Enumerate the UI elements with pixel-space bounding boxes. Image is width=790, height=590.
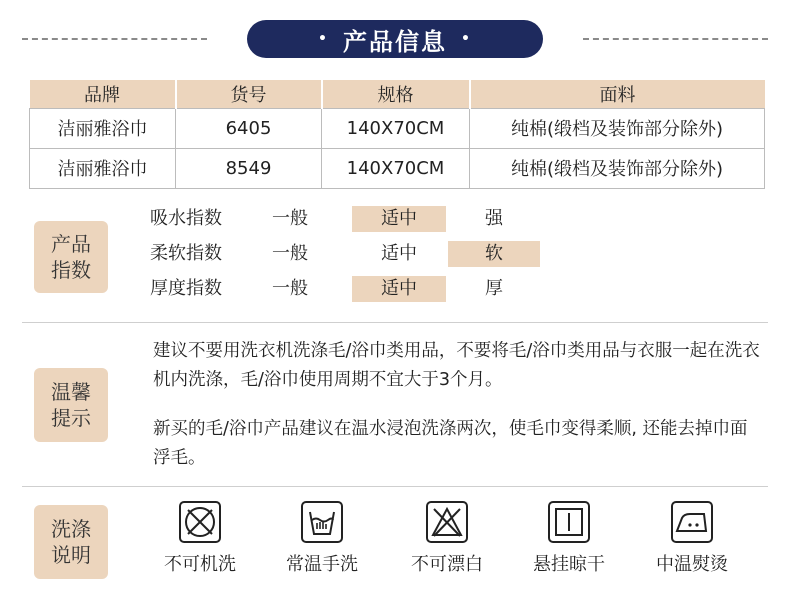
care-item-medium-iron — [642, 500, 742, 576]
section-label-tips: 温馨 提示 — [34, 368, 108, 442]
index-option: 厚 — [485, 278, 503, 299]
care-label: 不可漂白 — [411, 554, 483, 575]
care-label: 常温手洗 — [286, 554, 358, 575]
header-dash-right — [583, 38, 768, 40]
index-option: 一般 — [272, 278, 308, 299]
header-brand: 品牌 — [30, 80, 176, 108]
hand-wash-icon — [300, 500, 344, 544]
tip-paragraph-1: 建议不要用洗衣机洗涤毛/浴巾类用品，不要将毛/浴巾类用品与衣服一起在洗衣机内洗涤，毛/浴巾使用周期不宜大于3个月。 — [153, 341, 760, 390]
cell-brand: 洁丽雅浴巾 — [30, 108, 176, 148]
tip-paragraph-2: 新买的毛/浴巾产品建议在温水浸泡洗涤两次，使毛巾变得柔顺, 还能去掉巾面浮毛。 — [153, 419, 748, 468]
section-label-care: 洗涤 说明 — [34, 505, 108, 579]
header-fabric: 面料 — [470, 80, 765, 108]
care-label: 悬挂晾干 — [533, 554, 605, 575]
header-dash-left — [22, 38, 207, 40]
cell-fabric: 纯棉(缎档及装饰部分除外) — [470, 108, 765, 148]
cell-spec: 140X70CM — [322, 148, 470, 188]
header-item-no: 货号 — [176, 80, 322, 108]
index-option: 一般 — [272, 208, 308, 229]
care-label: 中温熨烫 — [656, 554, 728, 575]
index-option-selected: 软 — [448, 241, 540, 267]
care-item-hang-dry — [519, 500, 619, 576]
care-item-no-bleach — [397, 500, 497, 576]
index-option-selected: 适中 — [352, 276, 446, 302]
index-option-selected: 适中 — [352, 206, 446, 232]
section-divider — [22, 322, 768, 323]
cell-item-no: 8549 — [176, 148, 322, 188]
care-item-hand-wash — [272, 500, 372, 576]
cell-spec: 140X70CM — [322, 108, 470, 148]
header-spec: 规格 — [322, 80, 470, 108]
index-option: 一般 — [272, 243, 308, 264]
care-label: 不可机洗 — [164, 554, 236, 575]
title-dot-right: • — [461, 31, 472, 47]
index-option: 适中 — [381, 243, 417, 264]
medium-iron-icon — [670, 500, 714, 544]
section-label-index: 产品 指数 — [34, 221, 108, 293]
index-name: 厚度指数 — [150, 278, 222, 299]
index-name: 柔软指数 — [150, 243, 222, 264]
cell-brand: 洁丽雅浴巾 — [30, 148, 176, 188]
index-option: 强 — [485, 208, 503, 229]
product-table — [29, 80, 765, 189]
hang-dry-icon — [547, 500, 591, 544]
no-bleach-icon — [425, 500, 469, 544]
table-row — [30, 148, 765, 188]
index-name: 吸水指数 — [150, 208, 222, 229]
page-title — [247, 20, 543, 58]
page-title-text: 产品信息 — [343, 27, 447, 56]
care-item-no-machine-wash — [150, 500, 250, 576]
cell-fabric: 纯棉(缎档及装饰部分除外) — [470, 148, 765, 188]
no-machine-wash-icon — [178, 500, 222, 544]
cell-item-no: 6405 — [176, 108, 322, 148]
table-row — [30, 108, 765, 148]
title-dot-left: • — [318, 31, 329, 47]
table-header-row — [30, 80, 765, 108]
section-divider — [22, 486, 768, 487]
